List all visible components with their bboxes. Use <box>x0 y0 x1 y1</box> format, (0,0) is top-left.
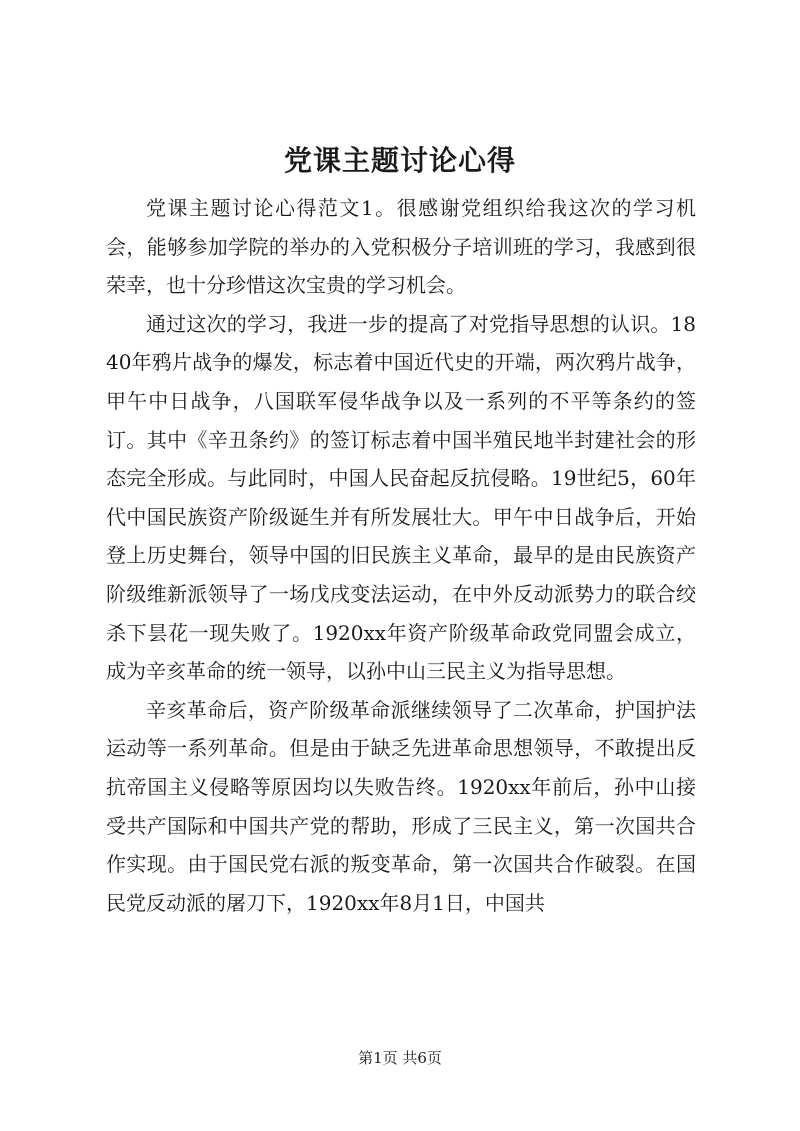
document-title: 党课主题讨论心得 <box>283 144 516 177</box>
document-body <box>106 189 696 922</box>
paragraph-1: 党课主题讨论心得范文1。很感谢党组织给我这次的学习机会，能够参加学院的举办的入党积极分子培训班的学习，我感到很荣幸，也十分珍惜这次宝贵的学习机会。 <box>106 196 696 298</box>
paragraph-2: 通过这次的学习，我进一步的提高了对党指导思想的认识。1840年鸦片战争的爆发，标志着中国近代史的开端，两次鸦片战争，甲午中日战争，八国联军侵华战争以及一系列的不平等条约的签订。其中《辛丑条约》的签订标志着中国半殖民地半封建社会的形态完全形成。与此同时，中国人民奋起反抗侵略。19世纪5，60年代中国民族资产阶级诞生并有所发展壮大。甲午中日战争后，开始登上历史舞台，领导中国的旧民族主义革命，最早的是由民族资产阶级维新派领导了一场戊戌变法运动，在中外反动派势力的联合绞杀下昙花一现失败了。1920xx年资产阶级革命政党同盟会成立，成为辛亥革命的统一领导，以孙中山三民主义为指导思想。 <box>106 311 696 684</box>
page-number-footer: 第1页 共6页 <box>358 1049 442 1067</box>
paragraph-3: 辛亥革命后，资产阶级革命派继续领导了二次革命，护国护法运动等一系列革命。但是由于缺乏先进革命思想领导，不敢提出反抗帝国主义侵略等原因均以失败告终。1920xx年前后，孙中山接受共产国际和中国共产党的帮助，形成了三民主义，第一次国共合作实现。由于国民党右派的叛变革命，第一次国共合作破裂。在国民党反动派的屠刀下，1920xx年8月1日，中国共 <box>106 697 696 915</box>
